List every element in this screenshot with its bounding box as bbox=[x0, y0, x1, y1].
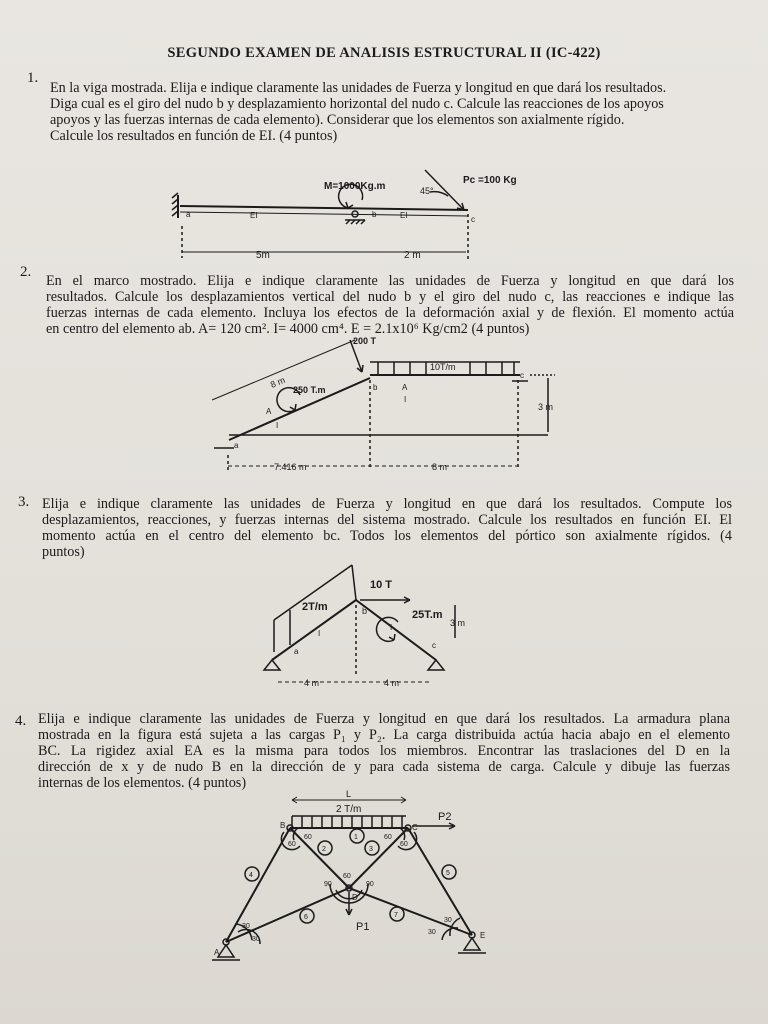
fig4-member-2: 2 bbox=[322, 846, 326, 853]
fig4-node-b: B bbox=[280, 821, 286, 830]
fig4-p1: P1 bbox=[356, 921, 370, 933]
fig3-dist-load: 2T/m bbox=[302, 601, 328, 613]
fig2-node-b: b bbox=[373, 383, 378, 392]
fig4-angle: 60 bbox=[288, 841, 296, 848]
fig4-angle: 30 bbox=[252, 936, 260, 943]
q1-line: apoyos y las fuerzas internas de cada elemento). Considerar que los elementos son axialmente rígido. bbox=[50, 112, 625, 128]
fig4-angle: 60 bbox=[304, 834, 312, 841]
question-4-number: 4. bbox=[15, 713, 27, 729]
fig2-node-a: a bbox=[234, 441, 239, 450]
fig4-angle: 30 bbox=[444, 917, 452, 924]
fig1-dim-2: 2 m bbox=[404, 250, 421, 261]
fig4-member-6: 6 bbox=[304, 914, 308, 921]
fig3-node-a: a bbox=[294, 647, 299, 656]
q3-line: puntos) bbox=[42, 544, 85, 560]
q2-line: En el marco mostrado. Elija e indique claramente las unidades de Fuerza y longitud en que dará los bbox=[46, 273, 734, 289]
fig1-ei-1: EI bbox=[250, 211, 258, 220]
fig4-member-1: 1 bbox=[354, 834, 358, 841]
q4-line: BC. La rigidez axial EA es la misma para todos los miembros. Encontrar las traslaciones del D en la bbox=[38, 743, 730, 759]
fig3-node-b: b bbox=[362, 606, 368, 616]
fig1-moment-label: M=1000Kg.m bbox=[324, 181, 386, 192]
question-2-number: 2. bbox=[20, 264, 32, 280]
fig4-node-c: C bbox=[412, 823, 418, 832]
q4-line: internas de los elementos. (4 puntos) bbox=[38, 775, 247, 791]
q1-line: En la viga mostrada. Elija e indique claramente las unidades de Fuerza y longitud en que dará los resultados. bbox=[50, 80, 667, 96]
fig4-member-7: 7 bbox=[394, 912, 398, 919]
fig4-p2: P2 bbox=[438, 811, 452, 823]
fig4-member-3: 3 bbox=[369, 846, 373, 853]
fig4-angle: 90 bbox=[366, 881, 374, 888]
question-3-number: 3. bbox=[18, 494, 30, 510]
fig4-angle: 60 bbox=[384, 834, 392, 841]
fig1-node-a: a bbox=[186, 210, 191, 219]
fig3-inertia-2: I bbox=[390, 623, 393, 632]
fig2-dist-load: 10T/m bbox=[430, 362, 456, 372]
fig1-node-b: b bbox=[372, 210, 377, 219]
fig3-point-load: 10 T bbox=[370, 579, 393, 591]
q1-line: Diga cual es el giro del nudo b y desplazamiento horizontal del nudo c. Calcule las reacciones de los apoyos bbox=[50, 96, 664, 112]
q4-line: Elija e indique claramente las unidades de Fuerza y longitud en que dará los resultados. La armadura plana bbox=[38, 711, 730, 727]
question-1-number: 1. bbox=[27, 70, 39, 86]
q3-line: desplazamientos, reacciones, y fuerzas internas del sistema mostrado. Calcule los resultados en función EI. El bbox=[42, 512, 732, 528]
fig2-node-c: c bbox=[520, 371, 524, 380]
fig4-node-a: A bbox=[214, 948, 220, 957]
q2-line: en centro del elemento ab. A= 120 cm². I= 4000 cm⁴. E = 2.1x10⁶ Kg/cm2 (4 puntos) bbox=[46, 321, 530, 337]
fig1-dim-1: 5m bbox=[256, 250, 270, 261]
fig2-length-ab: 8 m bbox=[268, 374, 287, 390]
fig1-ei-2: EI bbox=[400, 211, 408, 220]
fig3-dim-2: 4 m bbox=[384, 678, 400, 688]
fig2-height: 3 m bbox=[538, 402, 554, 412]
fig2-dim-1: 7.416 m bbox=[274, 462, 307, 472]
fig4-node-e: E bbox=[480, 931, 486, 940]
fig4-member-4: 4 bbox=[249, 872, 253, 879]
fig2-area-1: A bbox=[266, 407, 272, 416]
fig3-height: 3 m bbox=[450, 618, 466, 628]
fig3-node-c: c bbox=[432, 641, 436, 650]
q2-line: resultados. Calcule los desplazamientos vertical del nudo b y el giro del nudo c, las reacciones e indique las bbox=[46, 289, 734, 305]
q1-line: Calcule los resultados en función de EI. (4 puntos) bbox=[50, 128, 338, 144]
fig3-inertia-1: I bbox=[318, 629, 321, 638]
fig4-angle: 90 bbox=[324, 881, 332, 888]
fig1-angle-label: 45° bbox=[420, 186, 434, 196]
fig4-node-d: D bbox=[352, 893, 358, 902]
fig3-dim-1: 4 m bbox=[304, 678, 320, 688]
fig4-angle: 60 bbox=[400, 841, 408, 848]
q3-line: Elija e indique claramente las unidades de Fuerza y longitud en que dará los resultados. Compute los bbox=[42, 496, 732, 512]
fig1-node-c: c bbox=[471, 215, 475, 224]
fig2-area-2: A bbox=[402, 383, 408, 392]
fig1-load-label: Pc =100 Kg bbox=[463, 175, 517, 186]
q4-line: dirección de x y de nudo B en la dirección de y para cada sistema de carga. Calcule y dibuje las fuerzas bbox=[38, 759, 730, 775]
fig4-member-5: 5 bbox=[446, 870, 450, 877]
fig2-inertia-1: I bbox=[276, 421, 279, 430]
q3-line: momento actúa en el centro del elemento bc. Todos los elementos del pórtico son axialmente rígidos. (4 bbox=[42, 528, 732, 544]
fig2-moment: 250 T.m bbox=[293, 385, 326, 395]
fig2-inertia-2: I bbox=[404, 395, 407, 404]
fig2-dim-2: 8 m bbox=[432, 462, 448, 472]
fig4-dist-load: 2 T/m bbox=[336, 804, 362, 815]
fig4-angle: 30 bbox=[242, 923, 250, 930]
fig2-point-load: 200 T bbox=[353, 336, 377, 346]
fig4-angle: 60 bbox=[343, 873, 351, 880]
q2-line: fuerzas internas de cada elemento. Incluya los efectos de la deformación axial y de flexión. El momento actúa bbox=[46, 305, 734, 321]
q4-line: mostrada en la figura está sujeta a las cargas P₁ y P₂. La carga distribuida actúa hacia abajo en el elemento bbox=[38, 727, 730, 743]
exam-title: SEGUNDO EXAMEN DE ANALISIS ESTRUCTURAL II (IC-422) bbox=[167, 45, 601, 61]
fig3-moment: 25T.m bbox=[412, 609, 443, 621]
fig4-span: L bbox=[346, 789, 352, 799]
fig4-angle: 30 bbox=[428, 929, 436, 936]
